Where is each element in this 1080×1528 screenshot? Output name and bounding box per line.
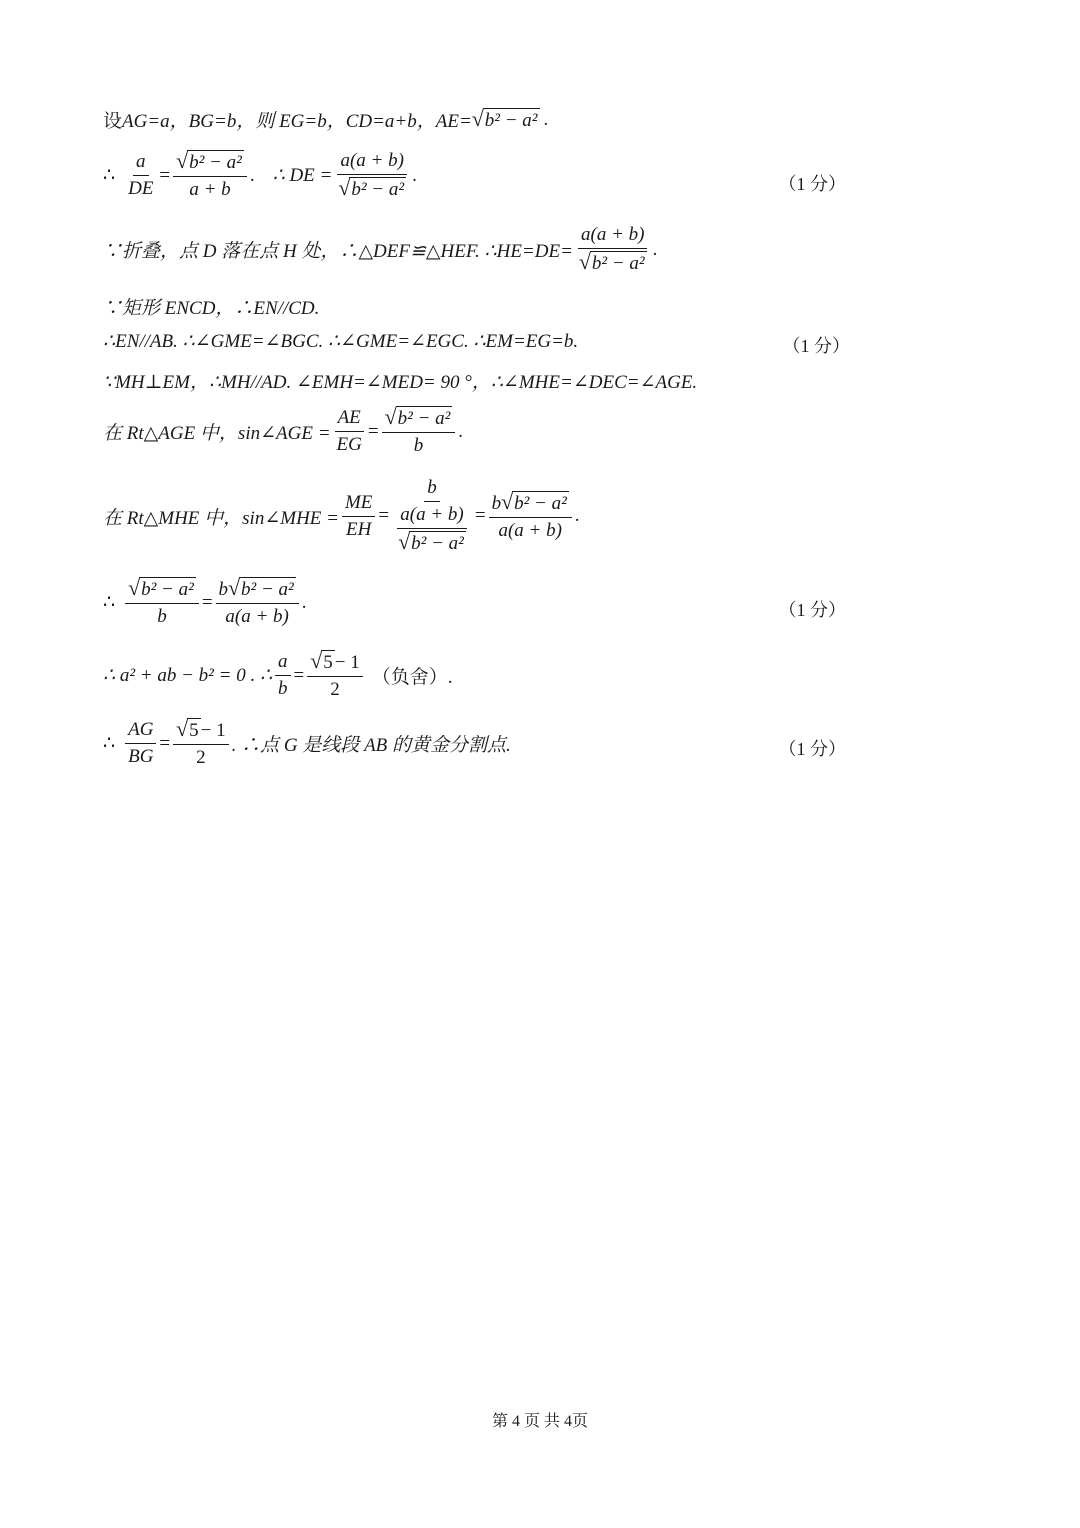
- fraction-sqrt-over-b-2: √ b² − a² b: [125, 577, 199, 628]
- fraction-golden-ratio: √ 5 − 1 2: [307, 650, 362, 701]
- line-7-text: 在 Rt△AGE 中，sin∠AGE =: [103, 423, 331, 444]
- line-5: [103, 330, 578, 353]
- inner-fraction: a(a + b) √ b² − a²: [395, 504, 469, 555]
- therefore-symbol: ∴: [103, 165, 116, 186]
- line-2-de-equals: ∴ DE =: [272, 165, 333, 186]
- line-3: [103, 224, 657, 275]
- equals-sign: =: [378, 505, 390, 526]
- fraction-bsqrt-over-aapb: b √ b² − a² a(a + b): [489, 491, 572, 542]
- line-11-end: . ∴点 G 是线段 AB 的黄金分割点.: [231, 735, 511, 756]
- therefore-symbol: ∴: [103, 592, 116, 613]
- line-10: [103, 650, 453, 701]
- equals-sign: =: [293, 664, 305, 686]
- equals-sign: =: [159, 732, 171, 754]
- line-1: [103, 106, 548, 133]
- fraction-bsqrt-over-aapb-2: b √ b² − a² a(a + b): [216, 577, 299, 628]
- fraction-ae-over-eg: $\frac{AE}{EG}$: [336, 407, 362, 455]
- fraction-sqrt-over-apb: √ b² − a² a + b: [173, 150, 247, 201]
- score-mark-1: （1 分）: [778, 174, 846, 194]
- line-1-end: .: [543, 108, 549, 130]
- line-1-text-a: 设: [103, 111, 123, 132]
- fraction-a-over-de: $\frac{a}{DE}$: [128, 151, 154, 199]
- line-9-end: .: [301, 591, 307, 613]
- fraction-he-value: a(a + b) √ b² − a²: [576, 224, 650, 275]
- line-5-text: ∴EN//AB. ∴∠GME=∠BGC. ∴∠GME=∠EGC. ∴EM=EG=b.: [103, 331, 579, 352]
- line-8-text: 在 Rt△MHE 中，sin∠MHE =: [103, 507, 339, 529]
- therefore-symbol: ∴: [103, 733, 116, 754]
- line-8-end: .: [574, 505, 580, 526]
- line-1-text-b: AG=a，BG=b，则 EG=b，CD=a+b，AE=: [122, 111, 472, 132]
- score-mark-4: （1 分）: [778, 739, 846, 759]
- line-9: [103, 577, 307, 628]
- fraction-b-over-compound: b a(a + b) √ b² − a²: [392, 477, 472, 555]
- equals-sign-2: =: [474, 505, 486, 526]
- page-footer: 第 4 页 共 4页: [491, 1413, 588, 1430]
- line-4-text: ∵矩形 ENCD，∴EN//CD.: [103, 298, 320, 319]
- fraction-a-over-b: $\frac{a}{b}$: [275, 651, 291, 700]
- line-11: [103, 718, 511, 769]
- fraction-me-over-eh: $\frac{ME}{EH}$: [342, 492, 375, 541]
- line-4: [103, 293, 319, 320]
- equals-sign: =: [367, 420, 379, 442]
- line-2: ∴ $\frac{a}{DE}$ = √ b² − a² a + b . ∴ DE = a(a + b) √ b² − a² .: [103, 149, 417, 200]
- line-7-end: .: [458, 420, 464, 442]
- line-10-end: （负舍）.: [371, 667, 453, 688]
- line-2-end: .: [412, 164, 417, 186]
- fraction-sqrt-over-b: √ b² − a² b: [382, 406, 456, 457]
- line-3-end: .: [652, 238, 658, 260]
- line-3-text: ∵折叠，点 D 落在点 H 处，∴△DEF≌△HEF. ∴HE=DE=: [103, 241, 573, 262]
- score-mark-3: （1 分）: [778, 600, 846, 620]
- line-6: [103, 367, 697, 394]
- line-8: [103, 477, 580, 555]
- equals-sign: =: [201, 591, 213, 613]
- line-10-text: ∴ a² + ab − b² = 0 . ∴: [103, 665, 273, 686]
- fraction-ag-over-bg: $\frac{AG}{BG}$: [125, 719, 156, 768]
- line-6-text: ∵MH⊥EM，∴MH//AD. ∠EMH=∠MED= 90 °，∴∠MHE=∠DEC=∠AGE.: [103, 372, 698, 393]
- score-mark-2: （1 分）: [782, 336, 850, 356]
- line-7: [103, 406, 463, 457]
- sqrt-b2-a2: √ b² − a²: [471, 106, 538, 131]
- line-2-mid: .: [249, 164, 255, 186]
- fraction-golden-ratio-2: √ 5 − 1 2: [173, 718, 228, 769]
- fraction-de-value: a(a + b) √ b² − a²: [335, 150, 409, 201]
